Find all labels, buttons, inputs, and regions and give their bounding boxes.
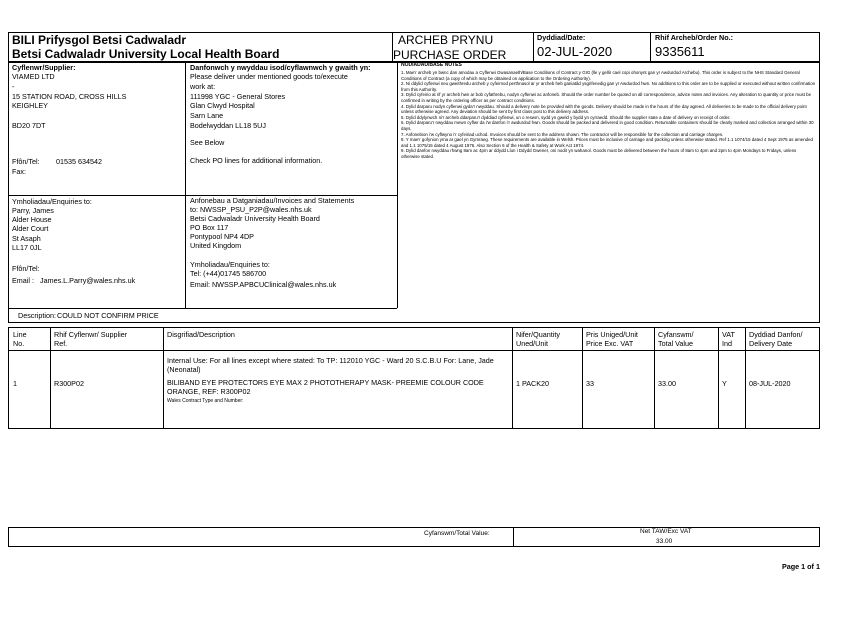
col-header-vat: VAT Ind <box>722 330 735 348</box>
enquiries-line: St Asaph <box>12 234 41 243</box>
col-header-ref: Rhif Cyflenwr/ Supplier Ref. <box>54 330 128 348</box>
note-item: 3. Dylid cyfeirio at rif yr archeb hwn ar bob cyfathrebu, nodyn cyflenwi ac anfoneb. Should the order number be quoted on all correspondence, advice notes and invoices. Any alteration to quantity or price must be confirmed in writing by the ordering officer as per contract conditions. <box>401 92 812 103</box>
supplier-phone-value: 01535 634542 <box>56 157 102 166</box>
enquiries-label: Ymholiadau/Enquiries to: <box>12 197 92 206</box>
enquiries-line: Alder House <box>12 215 52 224</box>
date-label: Dyddiad/Date: <box>537 33 586 42</box>
note-item: 4. Dylid darparu nodyn cyflenwi gyda'r nwyddau. Should a delivery note be provided with the goods. Delivery should be made in the hours of the day agreed. All deliveries to be made to the official delivery point unless otherwise agreed. Any deviation should be sent by first class post to this delivery address. <box>401 103 807 115</box>
date-value: 02-JUL-2020 <box>537 44 613 59</box>
note-item: 2. Ni ddylid cyflenwi neu gweithredu archeb y cyfeirnod perthnasol ar yr archeb heb ganiatâd ysgrifenedig gan yr Awdurdod hwn. No additions to this order are to be supplied or executed without written confirmation from this Authority. <box>401 81 816 92</box>
note-item: 1. Mae'r archeb yn bwnc dan amodau a Cyflenwi Gwasanaeth/Base Conditions of Contract y GIG (lle y gellir cael copi ohonynt gan yr Awdurdod Archebu). This order is subject to the NHS Standard General Conditions of Contract (a copy of which may be obtained on application to the Ordering Authority). <box>401 70 800 81</box>
col-header-desc: Disgrifiad/Description <box>167 330 235 339</box>
note-item: 5. Dylid ddylynwch ni'r archeb ddarparu'r dyddiad cyflenwi, un o reswm, sydd yn gweld y bydd yn cyrraedd. Should the supplier state a date of delivery on receipt of order. <box>401 114 731 120</box>
doc-title-welsh: ARCHEB PRYNU <box>398 33 494 47</box>
delivery-line: Glan Clwyd Hospital <box>190 101 255 110</box>
enquiries-line: Alder Court <box>12 224 49 233</box>
note-item: 6. Dylid darparu'r nwyddau mewn cyflwr da i'w danfon i'r awdurdod hwn. Goods should be packed and delivered in good condition. Returnable containers should be clearly marked and collection arranged within 30 days. <box>401 120 814 131</box>
row-line-no: 1 <box>13 379 17 388</box>
supplier-phone-label: Ffôn/Tel: <box>12 157 40 166</box>
totals-box <box>8 527 820 547</box>
doc-title-english: PURCHASE ORDER <box>393 48 507 62</box>
invoices-email[interactable]: Email: NWSSP.APBCUClinical@wales.nhs.uk <box>190 280 337 289</box>
row-qty: 1 PACK20 <box>516 379 550 388</box>
col-header-date: Dyddiad Danfon/ Delivery Date <box>749 330 803 348</box>
row-item-desc: BILIBAND EYE PROTECTORS EYE MAX 2 PHOTOTHERAPY MASK- PREEMIE COLOUR CODE ORANGE, REF: R300P02 <box>167 378 484 396</box>
supplier-line: - <box>12 82 15 91</box>
invoices-line: Betsi Cadwaladr University Health Board <box>190 214 320 223</box>
delivery-line: 111998 YGC - General Stores <box>190 92 286 101</box>
invoices-enq-label: Ymholiadau/Enquiries to: <box>190 260 270 269</box>
enquiries-email-label: Email : <box>12 276 34 285</box>
supplier-line: BD20 7DT <box>12 121 46 130</box>
enquiries-phone-label: Ffôn/Tel: <box>12 264 40 273</box>
delivery-label-en: work at: <box>190 82 216 91</box>
row-internal-use: Internal Use: For all lines except where stated: To TP: 112010 YGC - Ward 20 S.C.B.U For: Lane, Jade (Neonatal) <box>167 356 494 374</box>
delivery-label-en: Please deliver under mentioned goods to/execute <box>190 72 348 81</box>
invoices-label: Anfonebau a Datganiadau/Invoices and Statements <box>190 196 355 205</box>
delivery-line: Sarn Lane <box>190 111 224 120</box>
note-item: 9. Dylid danfon nwyddau rhwng 8am ac 4pm ar ddydd Llun i Ddydd Gwener, oni nodir yn wahanol. Goods must be delivered between the hours of 8am to 4pm and 2pm to 4pm Mondays to Fridays, unless otherwise stated. <box>401 148 797 159</box>
enquiries-email-value[interactable]: James.L.Parry@wales.nhs.uk <box>40 276 136 285</box>
col-header-total: Cyfanswm/ Total Value <box>658 330 694 348</box>
org-welsh: BILI Prifysgol Betsi Cadwaladr <box>12 33 187 47</box>
col-header-price: Pris Uniged/Unit Price Exc. VAT <box>586 330 638 348</box>
supplier-line: 15 STATION ROAD, CROSS HILLS <box>12 92 127 101</box>
supplier-line: KEIGHLEY <box>12 101 48 110</box>
row-price: 33 <box>586 379 594 388</box>
notes-body <box>401 70 816 192</box>
net-label: Net TAW/Exc VAT <box>640 528 692 535</box>
description-value: COULD NOT CONFIRM PRICE <box>57 311 159 320</box>
invoices-tel: Tel: (+44)01745 586700 <box>190 269 267 278</box>
row-contract: Wales Contract Type and Number: <box>167 398 244 404</box>
delivery-see-below: See Below <box>190 138 225 147</box>
order-no-value: 9335611 <box>655 44 705 59</box>
col-header-qty: Nifer/Quantity Uned/Unit <box>516 330 560 348</box>
col-header-line: Line No. <box>13 330 27 348</box>
total-label: Cyfanswm/Total Value: <box>424 530 490 537</box>
delivery-check-po: Check PO lines for additional information. <box>190 156 323 165</box>
org-english: Betsi Cadwaladr University Local Health Board <box>12 47 280 61</box>
invoices-line: Pontypool NP4 4DP <box>190 232 254 241</box>
delivery-label: Danfonwch y nwyddau isod/cyflawnwch y gwaith yn: <box>190 63 371 72</box>
notes-title: NODIADAU/BASE NOTES <box>401 62 462 68</box>
note-item: 7. Anfonebion i'w cyflwyno i'r cyfeiriad uchod. Invoices should be sent to the address shown. The contractor will be responsible for the collection and carriage charges. <box>401 131 724 137</box>
row-supplier-ref: R300P02 <box>54 379 84 388</box>
invoices-line: United Kingdom <box>190 241 242 250</box>
enquiries-line: Parry, James <box>12 206 54 215</box>
invoices-line[interactable]: to: NWSSP_PSU_P2P@wales.nhs.uk <box>190 205 312 214</box>
row-vat: Y <box>722 379 727 388</box>
supplier-line: VIAMED LTD <box>12 72 55 81</box>
row-date: 08-JUL-2020 <box>749 379 791 388</box>
supplier-fax-label: Fax: <box>12 167 26 176</box>
page-number: Page 1 of 1 <box>782 562 820 571</box>
enquiries-line: LL17 0JL <box>12 243 42 252</box>
row-total: 33.00 <box>658 379 676 388</box>
invoices-line: PO Box 117 <box>190 223 229 232</box>
net-value: 33.00 <box>656 538 673 545</box>
supplier-label: Cyflenwr/Supplier: <box>12 63 76 72</box>
order-no-label: Rhif Archeb/Order No.: <box>655 33 734 42</box>
delivery-line: Bodelwyddan LL18 5UJ <box>190 121 266 130</box>
description-label: Description: <box>18 311 56 320</box>
note-item: 8. Y mae'r gofynion yma ar gael yn Gymraeg. These requirements are available in Welsh. Prices must be inclusive of carriage and packing unless otherwise stated. Ref 1.1 1074/15 dated 4 Sept 1975 as amended and 1.1 1075/15 dated 4 August 1976. Also Section 6 of the Health & Safety at Work Act 1974. <box>401 137 814 148</box>
